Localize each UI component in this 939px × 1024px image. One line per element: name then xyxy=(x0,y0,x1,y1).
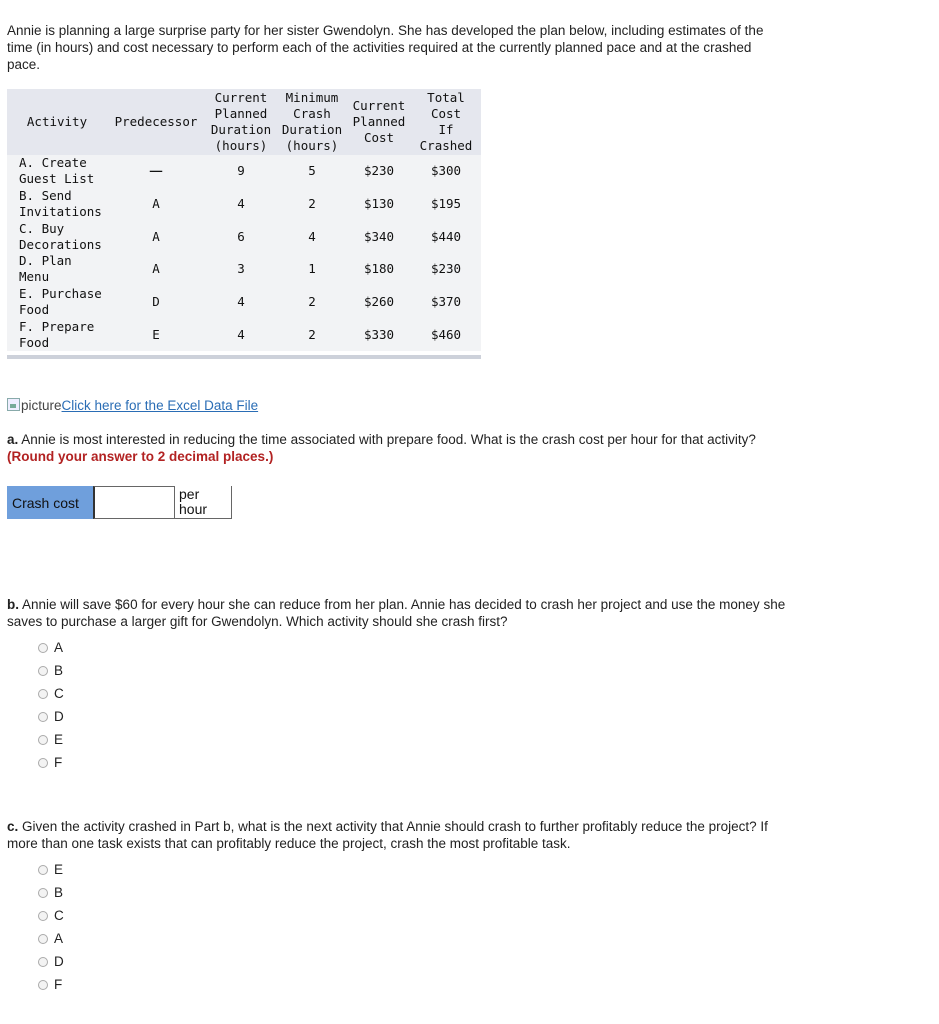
question-a xyxy=(7,431,797,465)
header-current-cost: Current Planned Cost xyxy=(347,89,411,155)
current-cost-cell: $230 xyxy=(347,155,411,188)
crash-cost-label: Crash cost xyxy=(7,486,93,519)
activity-table-container xyxy=(7,89,481,359)
table-row xyxy=(7,155,481,188)
header-min-duration: Minimum Crash Duration (hours) xyxy=(277,89,347,155)
header-total-cost: Total Cost If Crashed xyxy=(411,89,481,155)
option-c-radio[interactable]: B xyxy=(38,881,64,904)
radio-circle-icon[interactable] xyxy=(38,712,48,722)
question-a-label: a. xyxy=(7,432,19,447)
radio-circle-icon[interactable] xyxy=(38,689,48,699)
question-c-label: c. xyxy=(7,819,19,834)
radio-circle-icon[interactable] xyxy=(38,735,48,745)
table-row xyxy=(7,286,481,319)
radio-circle-icon[interactable] xyxy=(38,888,48,898)
crashed-cost-cell: $460 xyxy=(411,318,481,351)
min-duration-cell: 2 xyxy=(277,286,347,319)
current-duration-cell: 9 xyxy=(205,155,277,188)
activity-cell: C. Buy Decorations xyxy=(7,220,107,253)
option-c-radio[interactable]: C xyxy=(38,904,64,927)
image-alt-text: picture xyxy=(21,398,62,413)
question-c xyxy=(7,818,797,852)
rounding-hint: (Round your answer to 2 decimal places.) xyxy=(7,449,274,464)
question-c-text: Given the activity crashed in Part b, what is the next activity that Annie should crash to further profitably reduce the project? If more than one task exists that can profitably reduce the project, crash the most profitable task. xyxy=(7,819,768,851)
activity-cell: D. Plan Menu xyxy=(7,253,107,286)
crash-cost-row xyxy=(7,486,232,519)
intro-text: Annie is planning a large surprise party for her sister Gwendolyn. She has developed the plan below, including estimates of the time (in hours) and cost necessary to perform each of the activities required at the currently planned pace and at the crashed pace. xyxy=(7,23,764,72)
current-cost-cell: $180 xyxy=(347,253,411,286)
activity-cell: A. Create Guest List xyxy=(7,155,107,188)
option-c-radio[interactable]: E xyxy=(38,858,64,881)
header-current-duration: Current Planned Duration (hours) xyxy=(205,89,277,155)
radio-circle-icon[interactable] xyxy=(38,865,48,875)
option-c-radio[interactable]: F xyxy=(38,973,64,996)
table-bottom-rule xyxy=(7,355,481,359)
crash-cost-input[interactable] xyxy=(93,486,175,519)
header-predecessor: Predecessor xyxy=(107,89,205,155)
option-b-radio[interactable]: B xyxy=(38,659,64,682)
current-duration-cell: 4 xyxy=(205,286,277,319)
current-duration-cell: 6 xyxy=(205,220,277,253)
current-cost-cell: $340 xyxy=(347,220,411,253)
current-duration-cell: 3 xyxy=(205,253,277,286)
radio-circle-icon[interactable] xyxy=(38,643,48,653)
crashed-cost-cell: $370 xyxy=(411,286,481,319)
predecessor-cell: A xyxy=(107,188,205,221)
activity-cell: E. Purchase Food xyxy=(7,286,107,319)
question-b xyxy=(7,596,797,630)
question-a-text: Annie is most interested in reducing the time associated with prepare food. What is the crash cost per hour for that activity? xyxy=(18,432,756,447)
radio-circle-icon[interactable] xyxy=(38,758,48,768)
predecessor-cell xyxy=(107,155,205,188)
option-b-radio[interactable]: D xyxy=(38,705,64,728)
radio-circle-icon[interactable] xyxy=(38,980,48,990)
predecessor-cell: E xyxy=(107,318,205,351)
excel-link-row xyxy=(7,398,258,413)
activity-cell: F. Prepare Food xyxy=(7,318,107,351)
predecessor-cell: A xyxy=(107,253,205,286)
min-duration-cell: 2 xyxy=(277,188,347,221)
current-cost-cell: $260 xyxy=(347,286,411,319)
broken-image-icon xyxy=(7,398,20,411)
option-b-radio[interactable]: F xyxy=(38,751,64,774)
dash-mark: — xyxy=(149,164,163,179)
min-duration-cell: 4 xyxy=(277,220,347,253)
activity-table xyxy=(7,89,481,351)
option-c-radio[interactable]: A xyxy=(38,927,64,950)
question-b-text: Annie will save $60 for every hour she can reduce from her plan. Annie has decided to crash her project and use the money she saves to purchase a larger gift for Gwendolyn. Which activity should she crash first? xyxy=(7,597,786,629)
table-row xyxy=(7,188,481,221)
table-header-row xyxy=(7,89,481,155)
radio-circle-icon[interactable] xyxy=(38,957,48,967)
option-c-radio[interactable]: D xyxy=(38,950,64,973)
radio-circle-icon[interactable] xyxy=(38,934,48,944)
predecessor-cell: D xyxy=(107,286,205,319)
question-c-options xyxy=(38,858,64,996)
min-duration-cell: 1 xyxy=(277,253,347,286)
per-hour-unit: per hour xyxy=(175,486,232,519)
current-duration-cell: 4 xyxy=(205,188,277,221)
predecessor-cell: A xyxy=(107,220,205,253)
question-b-options xyxy=(38,636,64,774)
current-cost-cell: $330 xyxy=(347,318,411,351)
min-duration-cell: 5 xyxy=(277,155,347,188)
current-cost-cell: $130 xyxy=(347,188,411,221)
table-row xyxy=(7,318,481,351)
option-b-radio[interactable]: A xyxy=(38,636,64,659)
header-activity: Activity xyxy=(7,89,107,155)
crashed-cost-cell: $300 xyxy=(411,155,481,188)
radio-circle-icon[interactable] xyxy=(38,666,48,676)
radio-circle-icon[interactable] xyxy=(38,911,48,921)
excel-data-link[interactable]: Click here for the Excel Data File xyxy=(61,398,259,413)
table-row xyxy=(7,220,481,253)
current-duration-cell: 4 xyxy=(205,318,277,351)
question-b-label: b. xyxy=(7,597,19,612)
option-b-radio[interactable]: C xyxy=(38,682,64,705)
crashed-cost-cell: $440 xyxy=(411,220,481,253)
option-b-radio[interactable]: E xyxy=(38,728,64,751)
activity-cell: B. Send Invitations xyxy=(7,188,107,221)
min-duration-cell: 2 xyxy=(277,318,347,351)
crashed-cost-cell: $230 xyxy=(411,253,481,286)
crashed-cost-cell: $195 xyxy=(411,188,481,221)
table-row xyxy=(7,253,481,286)
